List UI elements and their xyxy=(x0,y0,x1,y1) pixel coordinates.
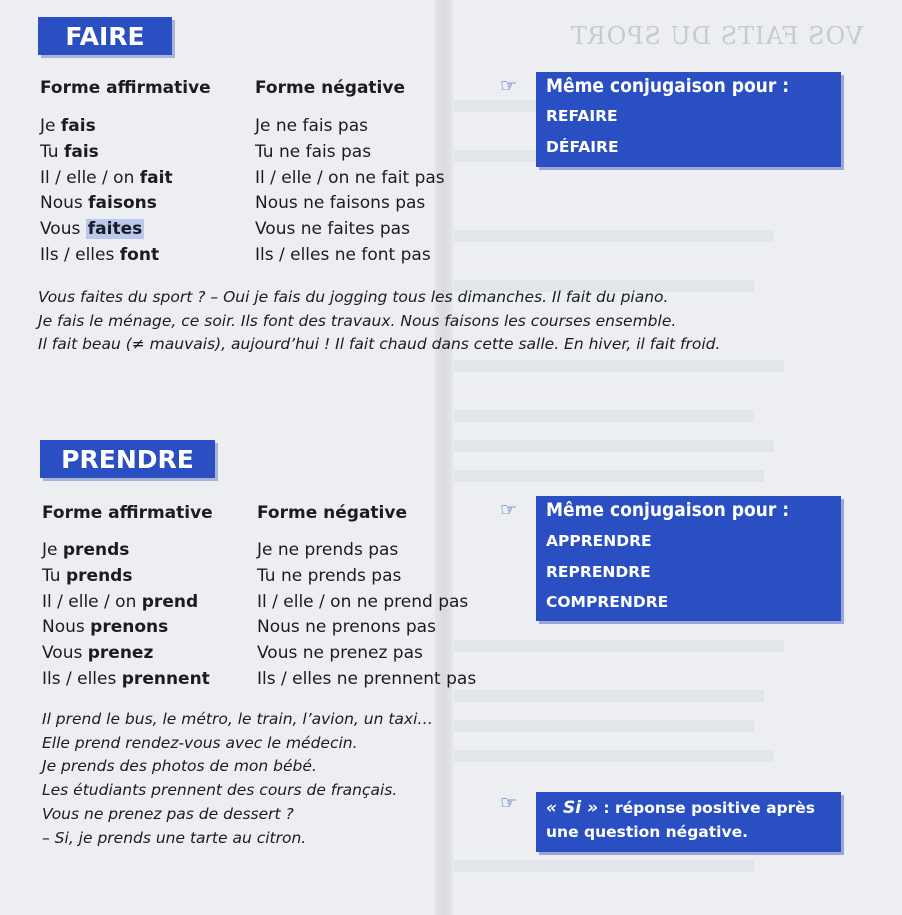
example-line: Il fait beau (≠ mauvais), aujourd’hui ! Il fait chaud dans cette salle. En hiver, il fait froid. xyxy=(38,335,721,353)
conj-row: Vous ne prenez pas xyxy=(257,643,423,664)
conj-row: Il / elle / on ne prend pas xyxy=(257,591,469,612)
box-item: REFAIRE xyxy=(546,107,618,125)
faire-head-negative: Forme négative xyxy=(255,78,405,98)
highlighted-verb: faites xyxy=(87,219,143,240)
example-line: Je fais le ménage, ce soir. Ils font des travaux. Nous faisons les courses ensemble. xyxy=(38,311,677,330)
example-line: Les étudiants prennent des cours de français. xyxy=(42,781,398,800)
pointing-hand-icon: ☞ xyxy=(500,792,518,814)
section-title-prendre xyxy=(40,440,215,478)
conj-row: Je prends xyxy=(42,540,130,560)
example-line: Vous faites du sport ? – Oui je fais du jogging tous les dimanches. Il fait du piano. xyxy=(38,288,669,306)
box-item: COMPRENDRE xyxy=(546,593,669,611)
pointing-hand-icon: ☞ xyxy=(500,499,518,521)
conj-row: Nous faisons xyxy=(40,193,157,214)
conj-row: Il / elle / on fait xyxy=(40,167,173,188)
example-line: Il prend le bus, le métro, le train, l’avion, un taxi… xyxy=(42,710,433,728)
box-item: REPRENDRE xyxy=(546,563,651,581)
example-line: Je prends des photos de mon bébé. xyxy=(42,757,317,776)
note-line-2: une question négative. xyxy=(546,823,748,841)
section-title-text: FAIRE xyxy=(65,21,145,51)
conj-row: Ils / elles ne font pas xyxy=(255,244,431,265)
si-word: « Si » xyxy=(546,798,599,818)
conj-row: Ils / elles prennent xyxy=(42,668,210,689)
conj-row: Je fais xyxy=(40,116,96,136)
conj-row: Nous ne faisons pas xyxy=(255,193,426,214)
example-line: – Si, je prends une tarte au citron. xyxy=(42,828,307,847)
prendre-negative-list xyxy=(257,538,476,693)
faire-head-affirmative: Forme affirmative xyxy=(40,78,211,98)
conj-row: Tu fais xyxy=(40,141,99,162)
example-line: Vous ne prenez pas de dessert ? xyxy=(42,804,294,823)
conj-row: Tu prends xyxy=(42,565,133,586)
conj-row: Vous faites xyxy=(40,219,143,240)
box-item: DÉFAIRE xyxy=(546,138,619,156)
prendre-examples xyxy=(42,708,433,850)
prendre-same-conjugation-box xyxy=(536,496,841,621)
faire-negative-list xyxy=(255,114,445,269)
example-line: Elle prend rendez-vous avec le médecin. xyxy=(42,733,358,752)
box-heading: Même conjugaison pour : xyxy=(546,75,790,97)
section-title-faire xyxy=(38,17,172,55)
conj-row: Nous prenons xyxy=(42,617,169,638)
faire-affirmative-list xyxy=(40,114,173,269)
box-heading: Même conjugaison pour : xyxy=(546,499,790,521)
si-note-box xyxy=(536,792,841,852)
conj-row: Tu ne prends pas xyxy=(257,565,402,586)
prendre-head-negative: Forme négative xyxy=(257,503,407,523)
prendre-head-affirmative: Forme affirmative xyxy=(42,503,213,523)
box-item: APPRENDRE xyxy=(546,532,652,550)
conj-row: Nous ne prenons pas xyxy=(257,617,436,638)
section-title-text: PRENDRE xyxy=(61,444,194,474)
pointing-hand-icon: ☞ xyxy=(500,75,518,97)
conj-row: Je ne fais pas xyxy=(255,116,368,136)
conj-row: Vous prenez xyxy=(42,643,154,664)
note-line-1: « Si » : réponse positive après xyxy=(546,798,816,818)
conj-row: Je ne prends pas xyxy=(257,540,399,560)
conj-row: Ils / elles font xyxy=(40,244,160,265)
faire-examples xyxy=(38,286,720,357)
ghost-title: VOS FAITS DU SPORT xyxy=(570,22,864,50)
conj-row: Ils / elles ne prennent pas xyxy=(257,668,477,689)
faire-same-conjugation-box xyxy=(536,72,841,167)
conj-row: Vous ne faites pas xyxy=(255,219,410,240)
conj-row: Tu ne fais pas xyxy=(255,141,372,162)
conj-row: Il / elle / on prend xyxy=(42,591,199,612)
prendre-affirmative-list xyxy=(42,538,210,693)
conj-row: Il / elle / on ne fait pas xyxy=(255,167,445,188)
